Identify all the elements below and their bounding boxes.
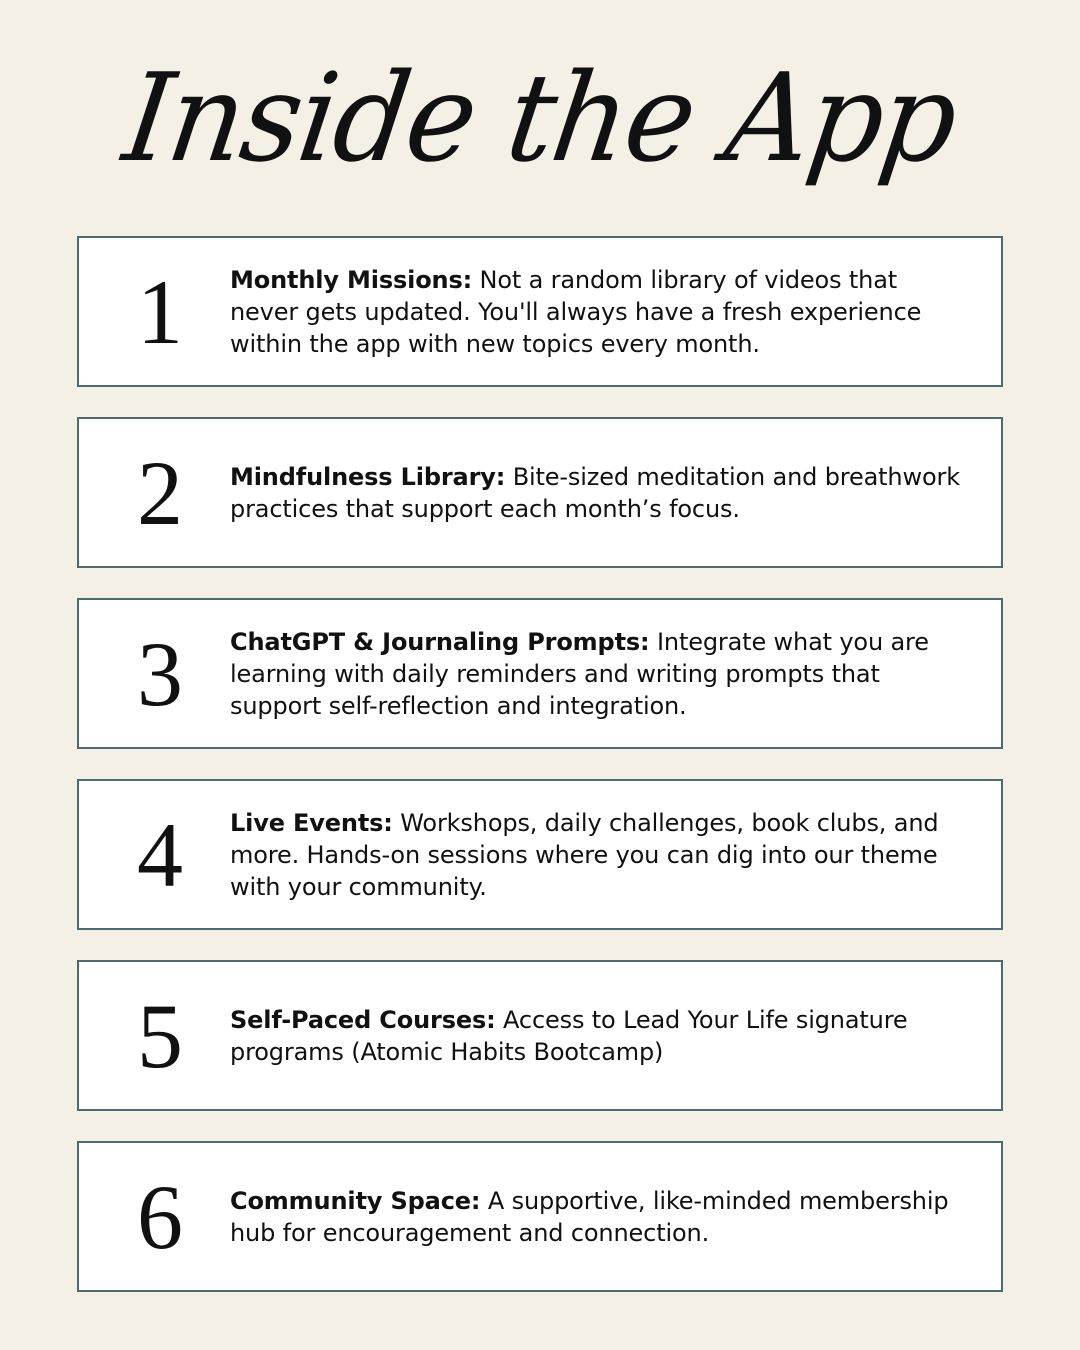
feature-description [230,264,960,360]
feature-heading: Self-Paced Courses: [230,1005,496,1034]
feature-text-wrapper [230,1143,960,1290]
feature-body: Not a random library of videos that never gets updated. You'll always have a fresh experience within the app with new topics every month. [230,265,922,358]
script-title: Inside the App [116,47,965,190]
feature-body: A supportive, like-minded membership hub for encouragement and connection. [230,1186,949,1247]
feature-description [230,1004,960,1068]
feature-card-self-paced-courses [77,960,1003,1111]
feature-number: 1 [137,260,183,363]
feature-text-wrapper [230,419,960,566]
feature-heading: ChatGPT & Journaling Prompts: [230,627,650,656]
feature-text-wrapper [230,238,960,385]
feature-card-community-space [77,1141,1003,1292]
feature-number: 3 [137,622,183,725]
feature-heading: Mindfulness Library: [230,462,506,491]
feature-description [230,626,960,722]
feature-number: 5 [137,984,183,1087]
feature-number: 4 [137,803,183,906]
feature-list [77,236,1003,1292]
feature-description [230,1185,960,1249]
feature-body: Bite-sized meditation and breathwork practices that support each month’s focus. [230,462,960,523]
feature-number: 2 [137,441,183,544]
feature-card-monthly-missions [77,236,1003,387]
feature-text-wrapper [230,600,960,747]
feature-heading: Live Events: [230,808,393,837]
feature-heading: Community Space: [230,1186,481,1215]
feature-number: 6 [137,1165,183,1268]
feature-card-mindfulness-library [77,417,1003,568]
feature-description [230,807,960,903]
feature-text-wrapper [230,962,960,1109]
feature-card-chatgpt-journaling-prompts [77,598,1003,749]
feature-card-live-events [77,779,1003,930]
feature-body: Workshops, daily challenges, book clubs, and more. Hands-on sessions where you can dig into our theme with your community. [230,808,939,901]
feature-heading: Monthly Missions: [230,265,473,294]
page-title [0,34,1080,204]
feature-body: Integrate what you are learning with daily reminders and writing prompts that support self-reflection and integration. [230,627,929,720]
feature-body: Access to Lead Your Life signature programs (Atomic Habits Bootcamp) [230,1005,908,1066]
feature-description [230,461,960,525]
feature-text-wrapper [230,781,960,928]
